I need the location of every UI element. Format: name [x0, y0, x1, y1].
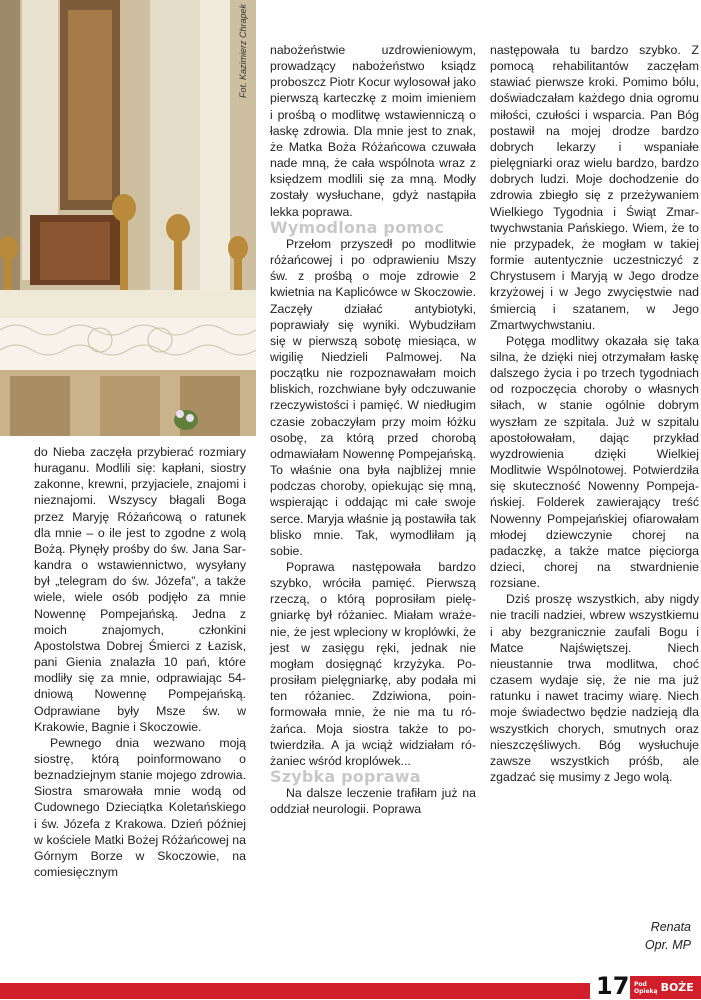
author-name: Renata [650, 920, 691, 934]
logo-small-line-1: Pod [634, 980, 647, 988]
magazine-logo [630, 976, 701, 999]
paragraph: Dziś proszę wszystkich, aby nigdy nie tracili nadziei, wbrew wszystkiemu i aby bezgranicznie zaufali Bogu i Matce Najświętszej. Niech nieustannie trwa modlitwa, choć czasem wydaje się, że nie ma już ratunku i nawet tracimy wiarę. Niech moje świadectwo będzie nadzieją dla wszystkich chorych, smutnych oraz nieszczęśliwych. Bóg wysłuchuje zawsze wszystkich próśb, ale zgadzać się musimy z Jego wolą. [490, 592, 699, 785]
paragraph: Poprawa następowała bardzo szybko, wróciła pamięć. Pierwszą rzeczą, o którą poprosiłam pielęgniarkę był różaniec. Miałam wrażenie, że jest wpleciony w kroplówki, że jest w zasięgu ręki, jednak nie mogłam dosięgnąć krzyżyka. Poprosiłam pielęgniarkę, aby podała mi ten różaniec. Zdziwiona, poinformowała mnie, że nie ma tu różańca. Moja siostra także to potwierdziła. A ja wciąż widziałam różaniec wśród kroplówek... [270, 560, 476, 768]
altar-illustration [0, 0, 256, 436]
text-column-3 [490, 42, 699, 785]
text-column-2 [270, 42, 476, 818]
paragraph: do Nieba zaczęła przybierać rozmiary huraganu. Modlili się: kapłani, siostry zakonne, krewni, przyjaciele, znajomi i nieznajomi. Wszyscy błagali Boga przez Maryję Różańcową o ratunek dla mnie – o ile jest to zgodne z wolą Bożą. Płynęły prośby do św. Jana Sarkandra o wstawiennictwo, wysyłany był „telegram do św. Józefa”, a także wiele, wiele osób podjęło za mnie Nowennę Pompejańską. Jedna z moich znajomych, członkini Apostolstwa Dobrej Śmierci z Łazisk, pani Gienia znalazła 10 pań, które modliły się za mnie, odprawiając 54-dniową Nowennę Pompejańską. Odprawiane były Msze św. w Krakowie, Bagnie i Skoczowie. [34, 445, 246, 734]
section-heading-szybka-poprawa: Szybka poprawa [270, 767, 421, 787]
signature [645, 918, 691, 954]
logo-text: BOŻE [660, 981, 694, 994]
logo-small-text [634, 981, 658, 995]
paragraph: następowała tu bardzo szybko. Z pomocą rehabilitantów zaczęłam stawiać pierwsze kroki. Pomimo bólu, doświadczałam każdego dnia ogromu miłości, czułości i wsparcia. Pan Bóg postawił na mojej drodze bardzo dobrych lekarzy i wspaniałe pielęgniarki oraz wielu bardzo, bardzo dobrych ludzi. Moje dochodzenie do zdrowia zbiegło się z przeżywaniem Wielkiego Tygodnia i Świąt Zmartwychwstania Pańskiego. Wiem, że to nie przypadek, że mogłam w takiej formie autentycznie uczestniczyć z Chrystusem i Maryją w Jego drodze krzyżowej i w Jego zwycięstwie nad śmiercią i szatanem, w Jego Zmartwychwstaniu. [490, 43, 699, 332]
paragraph: nabożeństwie uzdrowieniowym, prowadzący nabożeństwo ksiądz proboszcz Piotr Kocur wylosował jako pierwszą karteczkę z moim imieniem i prośbą o modlitwę wstawienniczą o łaskę zdrowia. Dla mnie jest to znak, że Matka Boża Różańcowa czuwała nade mną, że cała wspólnota wraz z księdzem modlili się za mną. Modły zostały wysłuchane, gdyż nastąpiła lekka poprawa. [270, 43, 476, 219]
logo-small-line-2: Opieką [634, 987, 658, 995]
footer-bar [0, 983, 590, 999]
page-number: 17 [596, 972, 630, 1000]
altar-photo [0, 0, 256, 436]
paragraph: Na dalsze leczenie trafiłam już na oddział neurologii. Poprawa [270, 786, 476, 817]
section-heading-wymodlona-pomoc: Wymodlona pomoc [270, 217, 445, 237]
author-role: Opr. MP [644, 938, 691, 952]
paragraph: Przełom przyszedł po modlitwie różańcowej i po odprawieniu Mszy św. z prośbą o moje zdrowie 2 kwietnia na Kaplicówce w Skoczowie. Zaczęły działać antybiotyki, poprawiały się wyniki. Wybudziłam się w pierwszą sobotę miesiąca, w wigilię Niedzieli Palmowej. Na początku nie rozpoznawałam moich bliskich, rozchwiane były odczuwanie rzeczywistości i pamięć. W niedługim czasie zobaczyłam przy moim łóżku osobę, za którą przed chorobą odmawiałam Nowennę Pompejańską. To właśnie ona była najbliżej mnie podczas choroby, opiekując się mną, wspierając i oddając mi całe swoje serce. Maryja właśnie ją postawiła tak blisko mnie. Tak, wymodliłam ją sobie. [270, 236, 476, 558]
photo-credit: Fot. Kazimierz Chrapek [238, 4, 248, 99]
text-column-1 [34, 444, 246, 880]
paragraph: Potęga modlitwy okazała się taka silna, że dzięki niej otrzymałam łaskę dalszego życia i po trzech tygodniach od rozpoczęcia choroby o własnych siłach, w stanie ogólnie dobrym wyszłam ze szpitala. Już w szpitalu apostołowałam, dając przykład wyzdrowienia dzięki Wielkiej Modlitwie Wspólnotowej. Potwierdziła się skuteczność Nowenny Pompejańskiej. Folderek zawierający treść Nowenny Pompejańskiej ofiarowałam młodej dziewczynie chorej na padaczkę, a także matce pięciorga dzieci, chorej na stwardnienie rozsiane. [490, 333, 699, 591]
paragraph: Pewnego dnia wezwano moją siostrę, którą poinformowano o beznadziejnym stanie mojego zdrowia. Siostra smarowała mnie wodą od Cudownego Dzieciątka Koletańskiego i św. Józefa z Krakowa. Dzień później w kościele Matki Bożej Różańcowej na Górnym Borze w Skoczowie, na comiesięcznym [34, 735, 246, 880]
